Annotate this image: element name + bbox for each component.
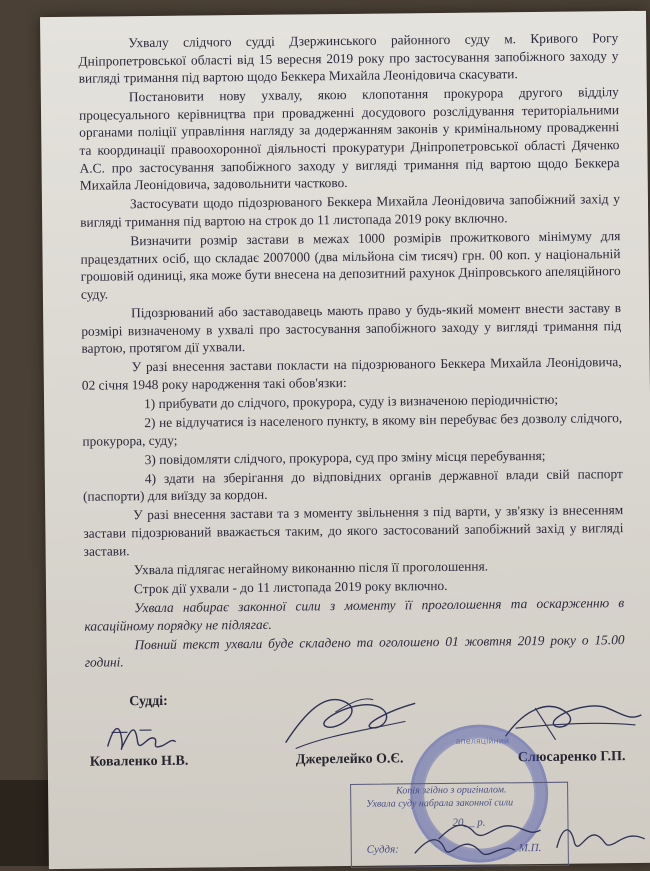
paragraph-bail-right: Підозрюваний або заставодавець мають право у будь-який момент внести заставу в розмірі визначеному в ухвалі про застосування запобіжного заходу у вигляді тримання під вартою, протягом дії ухвали. (81, 300, 622, 356)
paragraph-legal-force: Ухвала набирає законної сили з моменту її проголошення та оскарженню в касаційному порядку не підлягає. (84, 594, 625, 634)
obligation-item-1: 1) прибувати до слідчого, прокурора, суду із визначеною періодичністю; (143, 391, 559, 411)
stamp-line-judge: Суддя: (366, 843, 399, 856)
signature-margin-kovalenko (552, 817, 648, 858)
obligation-item-4: 4) здати на зберігання до відповідних органів державної влади свій паспорт (паспорти) для виїзду за кордон. (82, 465, 623, 505)
paragraph-release: У разі внесення застави та з моменту звільнення з під варти, у зв'язку із внесенням застави підозрюваний вважається таким, до якого застосований запобіжний захід у вигляді застави. (83, 502, 624, 559)
judge-name-2: Джерелейко О.Є. (295, 751, 404, 768)
paragraph-obligations-intro: У разі внесення застави покласти на підозрюваного Беккера Михайла Леонідовича, 02 січня 1948 року народження такі обов'язки: (81, 354, 622, 393)
document-page (40, 11, 650, 869)
stamp-line-copy: Копія згідно з оригіналом. (396, 784, 507, 797)
stamp-line-legal-force: Ухвала суду набрала законної сили (366, 797, 514, 810)
paragraph-bail-amount: Визначити розмір застави в межах 1000 розмірів прожиткового мінімуму для працездатних осіб, що складає 2007000 (два мільйона сім тисяч) грн. 00 коп. у національній грошовій одиниці, яка може бути внесена на депозитний рахунок Дніпровського апеляційного суду. (80, 228, 621, 302)
paragraph-immediate-execution: Ухвала підлягає негайному виконанню після її проголошення. (133, 558, 489, 577)
obligation-item-2: 2) не відлучатися із населеного пункту, в якому він перебуває без дозволу слідчого, прокурора, суду; (82, 410, 623, 449)
judges-heading: Судді: (129, 693, 168, 710)
signature-certifying-judge (409, 830, 519, 865)
round-seal-text: апеляційний (455, 736, 510, 746)
stamp-line-date: 20__ р. (452, 816, 486, 829)
obligation-item-3: 3) повідомляти слідчого, прокурора, суд про зміну місця перебування; (144, 447, 546, 467)
paragraph-apply-measure: Застосувати щодо підозрюваного Беккера Михайла Леонідовича запобіжний захід у вигляді тримання під вартою на строк до 11 листопада 2019 року включно. (80, 191, 621, 230)
paragraph-new-ruling: Постановити нову ухвалу, якою клопотання прокурора другого відділу процесуального керівництва при провадженні досудового розслідування територіальними органами поліції управління нагляду за додержанням законів у кримінальному провадженні та координації правоохоронної діяльності прокуратури Дніпропетровської області Дяченко А.С. про застосування запобіжного заходу у вигляді тримання під вартою щодо Беккера Михайла Леонідовича, задовольнити частково. (78, 84, 620, 194)
document-body (78, 29, 625, 673)
paragraph-validity-term: Строк дії ухвали - до 11 листопада 2019 року включно. (133, 577, 448, 597)
stamp-line-seal-mark: М.П. (518, 841, 542, 855)
paragraph-cancel-ruling: Ухвалу слідчого судді Дзержинського районного суду м. Кривого Рогу Дніпропетровської області від 15 вересня 2019 року про застосування запобіжного заходу у вигляді тримання під вартою щодо Беккера Михайла Леонідовича скасувати. (78, 30, 619, 86)
judge-name-1: Коваленко Н.В. (89, 753, 189, 770)
paragraph-full-text-date: Повний текст ухвали буде складено та оголошено 01 жовтня 2019 року о 15.00 годині. (84, 631, 625, 670)
judge-name-3: Слюсаренко Г.П. (517, 749, 626, 766)
